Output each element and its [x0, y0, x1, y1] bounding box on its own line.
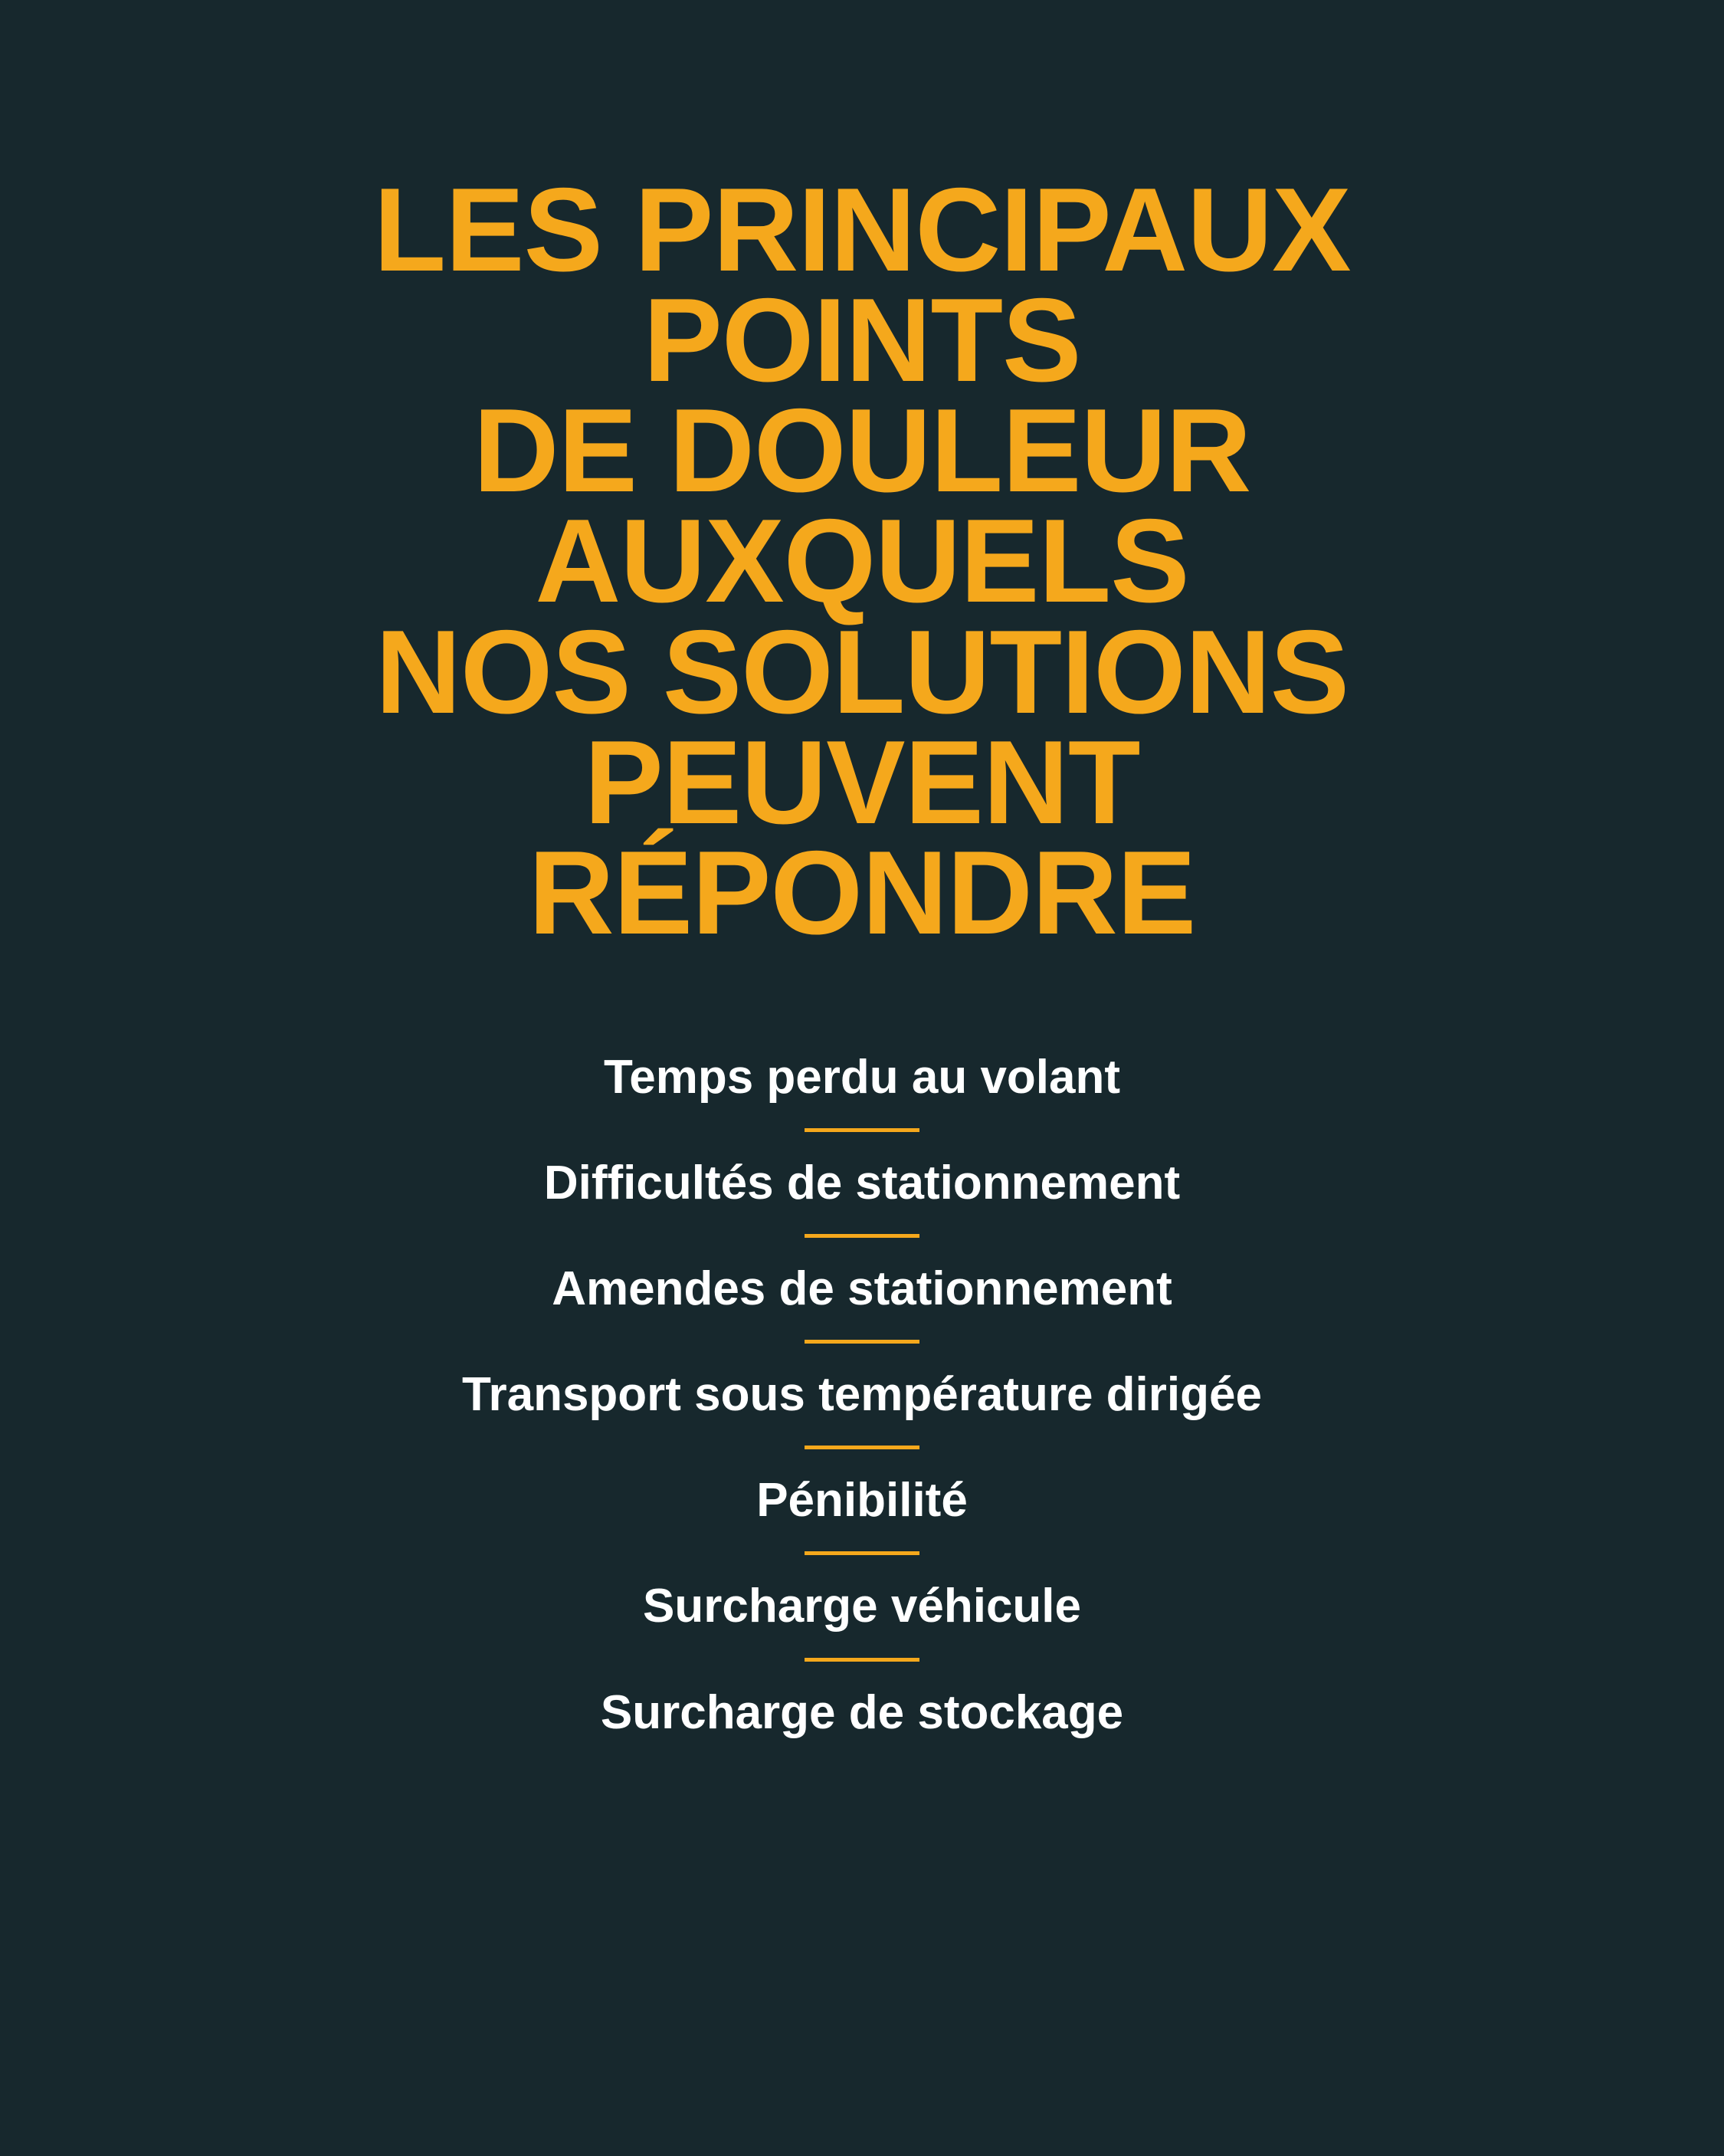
title-line-6: PEUVENT	[584, 715, 1140, 848]
page-title	[211, 163, 1513, 959]
title-line-4: AUXQUELS	[535, 494, 1189, 628]
list-item: Pénibilité	[756, 1474, 968, 1528]
list-separator	[805, 1128, 919, 1132]
list-separator	[805, 1658, 919, 1662]
title-line-1: LES PRINCIPAUX	[373, 163, 1351, 296]
list-separator	[805, 1551, 919, 1555]
title-line-7: RÉPONDRE	[528, 825, 1196, 959]
list-item: Difficultés de stationnement	[543, 1157, 1181, 1210]
list-separator	[805, 1340, 919, 1344]
title-line-2: POINTS	[643, 274, 1081, 407]
list-item: Surcharge de stockage	[600, 1685, 1124, 1739]
list-item: Transport sous température dirigée	[462, 1368, 1262, 1422]
list-item: Temps perdu au volant	[603, 1050, 1121, 1104]
list-item: Surcharge véhicule	[642, 1580, 1082, 1633]
title-line-3: DE DOULEUR	[473, 384, 1251, 517]
list-item: Amendes de stationnement	[552, 1262, 1172, 1316]
list-separator	[805, 1234, 919, 1238]
list-separator	[805, 1446, 919, 1449]
title-line-5: NOS SOLUTIONS	[375, 605, 1349, 738]
pain-points-list	[211, 1048, 1513, 1742]
